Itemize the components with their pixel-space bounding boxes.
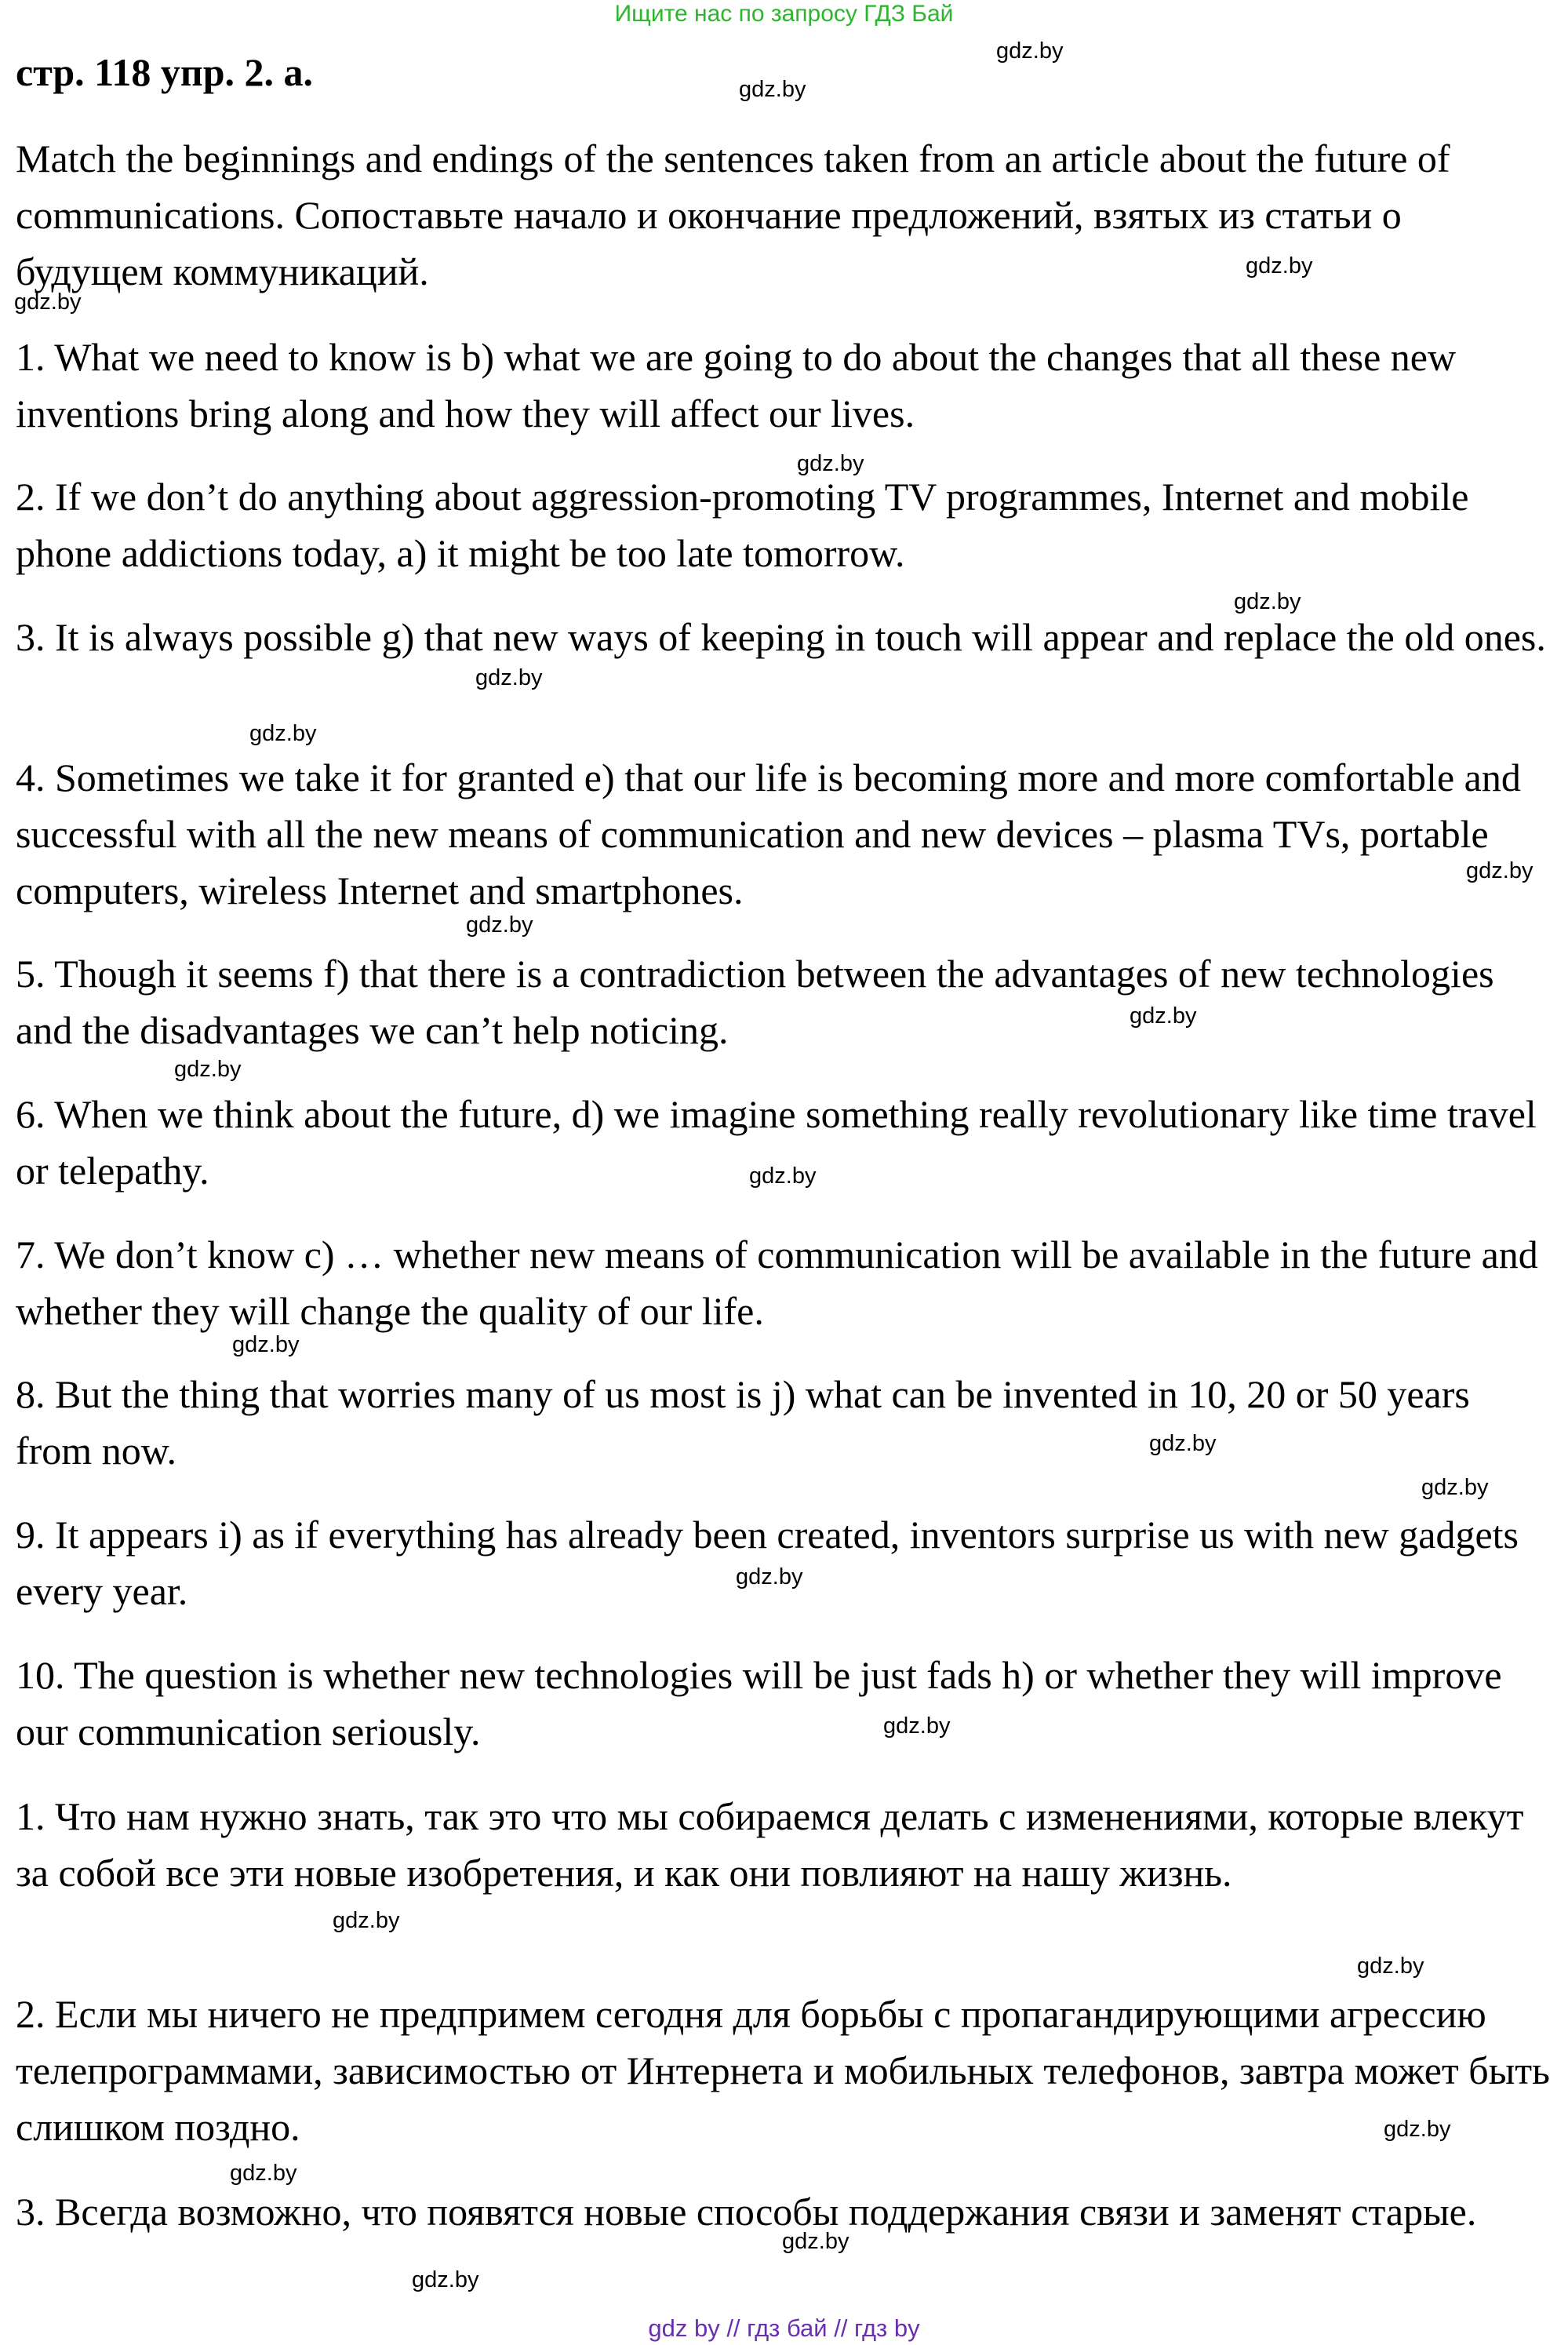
watermark: gdz.by <box>174 1057 242 1082</box>
answer-ru-1: 1. Что нам нужно знать, так это что мы собираемся делать с изменениями, которые влекут за собой все эти новые изобретения, и как они повлияют на нашу жизнь. <box>16 1794 1524 1895</box>
watermark: gdz.by <box>1149 1431 1217 1456</box>
answer-ru-3: 3. Всегда возможно, что появятся новые способы поддержания связи и заменят старые. <box>16 2190 1477 2234</box>
watermark: gdz.by <box>1384 2117 1451 2142</box>
watermark: gdz.by <box>1234 589 1301 614</box>
answer-ru-2: 2. Если мы ничего не предпримем сегодня для борьбы с пропагандирующими агрессию телепрограммами, зависимостью от Интернета и мобильных телефонов, завтра может быть слишком поздно. <box>16 1992 1550 2149</box>
answer-en-4: 4. Sometimes we take it for granted e) that our life is becoming more and more comfortable and successful with all the new means of communication and new devices – plasma TVs, portable computers, wireless Internet and smartphones. <box>16 756 1521 912</box>
page-title: стр. 118 упр. 2. а. <box>16 50 314 94</box>
watermark: gdz.by <box>996 38 1064 64</box>
answer-en-3: 3. It is always possible g) that new ways of keeping in touch will appear and replace the old ones. <box>16 615 1546 659</box>
answer-en-5: 5. Though it seems f) that there is a contradiction between the advantages of new technologies and the disadvantages we can’t help noticing. <box>16 952 1494 1052</box>
watermark: gdz.by <box>1130 1003 1197 1029</box>
watermark: gdz.by <box>1246 253 1313 279</box>
answer-en-10: 10. The question is whether new technologies will be just fads h) or whether they will improve our communication seriously. <box>16 1653 1502 1753</box>
watermark: gdz.by <box>466 912 533 938</box>
watermark: gdz.by <box>475 665 543 690</box>
watermark: gdz.by <box>883 1713 951 1739</box>
answer-en-7: 7. We don’t know c) … whether new means of communication will be available in the future and whether they will change the quality of our life. <box>16 1233 1538 1333</box>
watermark: gdz.by <box>797 451 864 476</box>
footer-links: gdz by // гдз бай // гдз by <box>648 2314 920 2342</box>
watermark: gdz.by <box>749 1163 817 1189</box>
answer-en-6: 6. When we think about the future, d) we imagine something really revolutionary like time travel or telepathy. <box>16 1092 1537 1193</box>
watermark: gdz.by <box>14 289 82 315</box>
watermark: gdz.by <box>1421 1475 1489 1500</box>
watermark: gdz.by <box>739 77 806 102</box>
watermark: gdz.by <box>333 1908 400 1933</box>
watermark: gdz.by <box>736 1564 803 1589</box>
search-banner: Ищите нас по запросу ГДЗ Бай <box>614 1 954 27</box>
answer-en-8: 8. But the thing that worries many of us most is j) what can be invented in 10, 20 or 50 years from now. <box>16 1372 1470 1473</box>
watermark: gdz.by <box>1466 858 1533 883</box>
watermark: gdz.by <box>412 2267 479 2292</box>
watermark: gdz.by <box>232 1332 300 1357</box>
instruction-text: Match the beginnings and endings of the sentences taken from an article about the future of communications. Сопоставьте начало и окончание предложений, взятых из статьи о будущем коммуникаций. <box>16 137 1450 293</box>
answer-en-1: 1. What we need to know is b) what we are going to do about the changes that all these new inventions bring along and how they will affect our lives. <box>16 335 1457 435</box>
watermark: gdz.by <box>230 2161 297 2186</box>
watermark: gdz.by <box>1357 1954 1424 1979</box>
answer-en-9: 9. It appears i) as if everything has already been created, inventors surprise us with new gadgets every year. <box>16 1513 1519 1613</box>
watermark: gdz.by <box>249 721 317 746</box>
answer-en-2: 2. If we don’t do anything about aggression-promoting TV programmes, Internet and mobile phone addictions today, a) it might be too late tomorrow. <box>16 475 1469 575</box>
watermark: gdz.by <box>782 2229 849 2254</box>
